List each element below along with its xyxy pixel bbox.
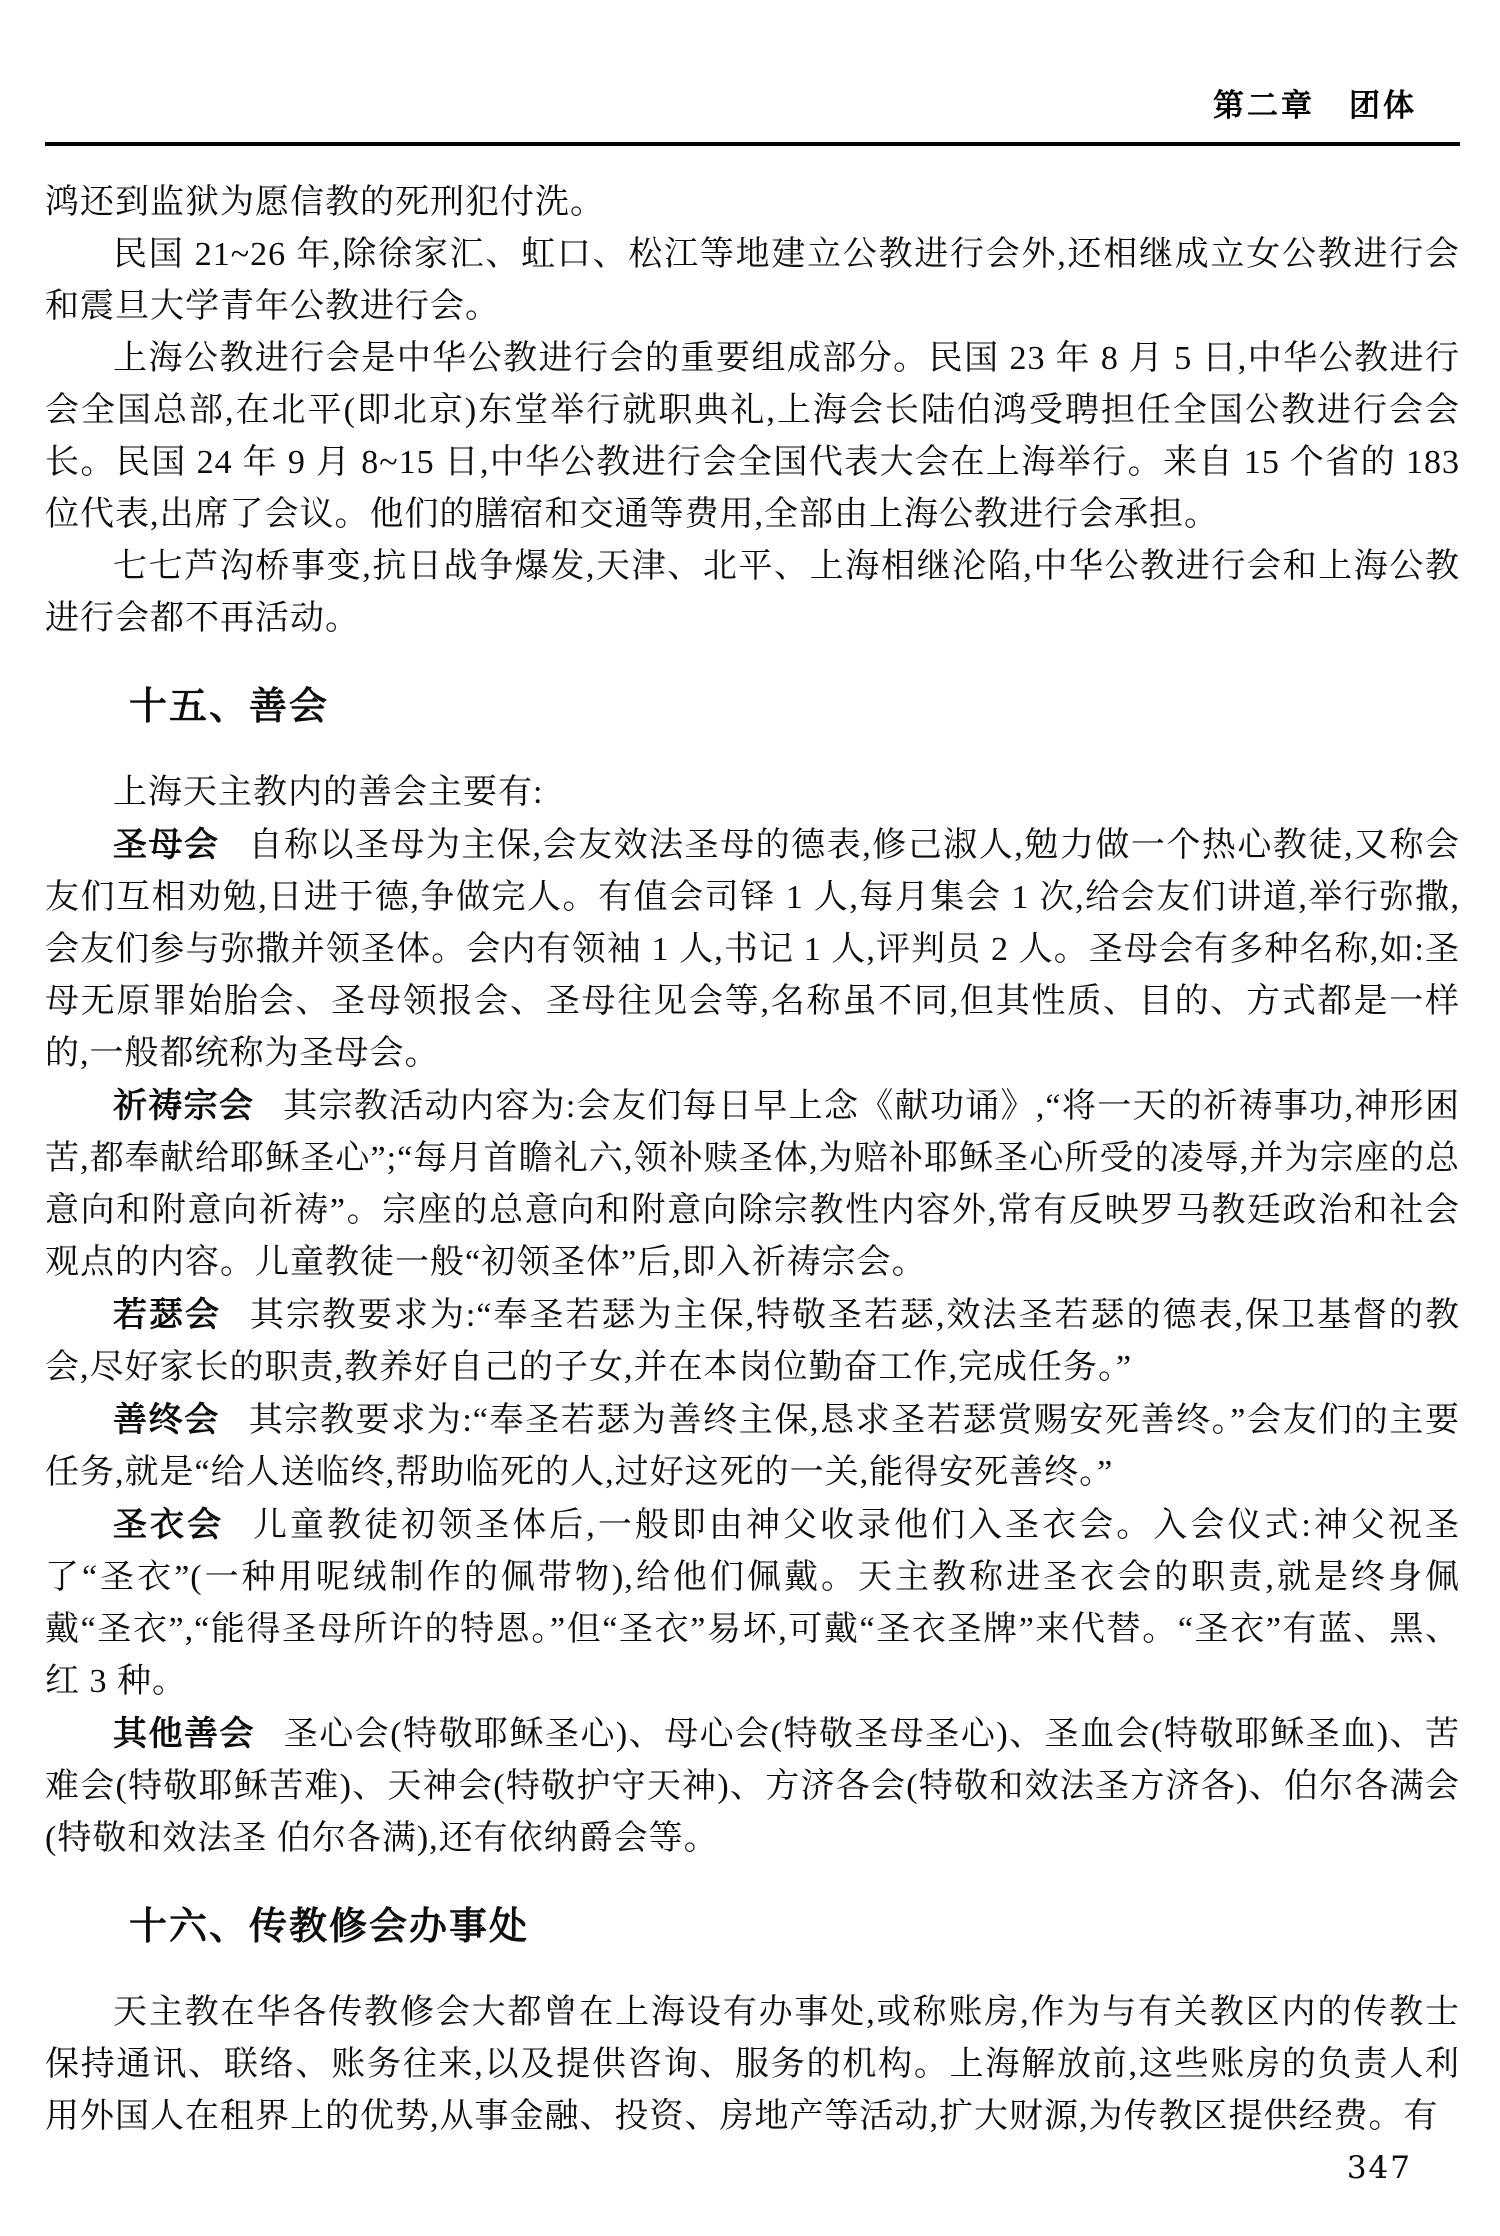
society-item-shengyihui — [45, 1499, 1460, 1708]
section-15-heading: 十五、善会 — [129, 686, 330, 728]
society-text: 儿童教徒初领圣体后,一般即由神父收录他们入圣衣会。入会仪式:神父祝圣了“圣衣”(一种用呢绒制作的佩带物),给他们佩戴。天主教称进圣衣会的职责,就是终身佩戴“圣衣”,“能得圣母所许的特恩。”但“圣衣”易坏,可戴“圣衣圣牌”来代替。“圣衣”有蓝、黑、红 3 种。 — [45, 1507, 1461, 1700]
society-item-shanzhonghui — [45, 1394, 1460, 1499]
society-item-qidaozonghui — [45, 1080, 1460, 1289]
society-item-shengmuhui — [45, 819, 1460, 1080]
section-15-intro: 上海天主教内的善会主要有: — [113, 774, 544, 811]
society-name: 善终会 — [113, 1401, 220, 1439]
society-item-ruosehui — [45, 1289, 1460, 1394]
paragraph-baptism-continuation: 鸿还到监狱为愿信教的死刑犯付洗。 — [45, 184, 605, 221]
society-name: 祈祷宗会 — [113, 1087, 255, 1125]
society-name: 圣衣会 — [113, 1506, 225, 1544]
society-text: 其宗教要求为:“奉圣若瑟为善终主保,恳求圣若瑟赏赐安死善终。”会友们的主要任务,就是“给人送临终,帮助临死的人,过好这死的一关,能得安死善终。” — [45, 1402, 1460, 1491]
running-head-chapter-title: 第二章 团体 — [1213, 88, 1417, 123]
society-text: 圣心会(特敬耶稣圣心)、母心会(特敬圣母圣心)、圣血会(特敬耶稣圣血)、苦难会(特敬耶稣苦难)、天神会(特敬护守天神)、方济各会(特敬和效法圣方济各)、伯尔各满会(特敬和效法圣 伯尔各满),还有依纳爵会等。 — [45, 1716, 1460, 1857]
section-16-heading: 十六、传教修会办事处 — [129, 1906, 530, 1948]
society-text: 自称以圣母为主保,会友效法圣母的德表,修己淑人,勉力做一个热心教徒,又称会友们互相劝勉,日进于德,争做完人。有值会司铎 1 人,每月集会 1 次,给会友们讲道,举行弥撒,会友们参与弥撒并领圣体。会内有领袖 1 人,书记 1 人,评判员 2 人。圣母会有多种名称,如:圣母无原罪始胎会、圣母领报会、圣母往见会等,名称虽不同,但其性质、目的、方式都是一样的,一般都统称为圣母会。 — [45, 827, 1460, 1072]
society-text: 其宗教要求为:“奉圣若瑟为主保,特敬圣若瑟,效法圣若瑟的德表,保卫基督的教会,尽好家长的职责,教养好自己的子女,并在本岗位勤奋工作,完成任务。” — [45, 1297, 1460, 1386]
society-text: 其宗教活动内容为:会友们每日早上念《献功诵》,“将一天的祈祷事功,神形困苦,都奉献给耶稣圣心”;“每月首瞻礼六,领补赎圣体,为赔补耶稣圣心所受的凌辱,并为宗座的总意向和附意向祈祷”。宗座的总意向和附意向除宗教性内容外,常有反映罗马教廷政治和社会观点的内容。儿童教徒一般“初领圣体”后,即入祈祷宗会。 — [45, 1088, 1460, 1281]
society-name: 若瑟会 — [113, 1296, 222, 1334]
header-rule — [45, 142, 1460, 146]
society-item-qitashanhui — [45, 1708, 1460, 1865]
page-number: 347 — [1346, 2150, 1412, 2186]
section-16-paragraph: 天主教在华各传教修会大都曾在上海设有办事处,或称账房,作为与有关教区内的传教士保持通讯、联络、账务往来,以及提供咨询、服务的机构。上海解放前,这些账房的负责人利用外国人在租界上的优势,从事金融、投资、房地产等活动,扩大财源,为传教区提供经费。有 — [45, 1994, 1460, 2135]
page-body — [45, 177, 1460, 2143]
society-name: 圣母会 — [113, 826, 220, 864]
paragraph-war-disruption: 七七芦沟桥事变,抗日战争爆发,天津、北平、上海相继沦陷,中华公教进行会和上海公教进行会都不再活动。 — [45, 548, 1460, 637]
paragraph-catholic-action: 上海公教进行会是中华公教进行会的重要组成部分。民国 23 年 8 月 5 日,中华公教进行会全国总部,在北平(即北京)东堂举行就职典礼,上海会长陆伯鸿受聘担任全国公教进行会会长。民国 24 年 9 月 8~15 日,中华公教进行会全国代表大会在上海举行。来自 15 个省的 183 位代表,出席了会议。他们的膳宿和交通等费用,全部由上海公教进行会承担。 — [45, 340, 1460, 533]
society-name: 其他善会 — [113, 1715, 255, 1753]
paragraph-minguo-21-26: 民国 21~26 年,除徐家汇、虹口、松江等地建立公教进行会外,还相继成立女公教进行会和震旦大学青年公教进行会。 — [45, 236, 1460, 325]
